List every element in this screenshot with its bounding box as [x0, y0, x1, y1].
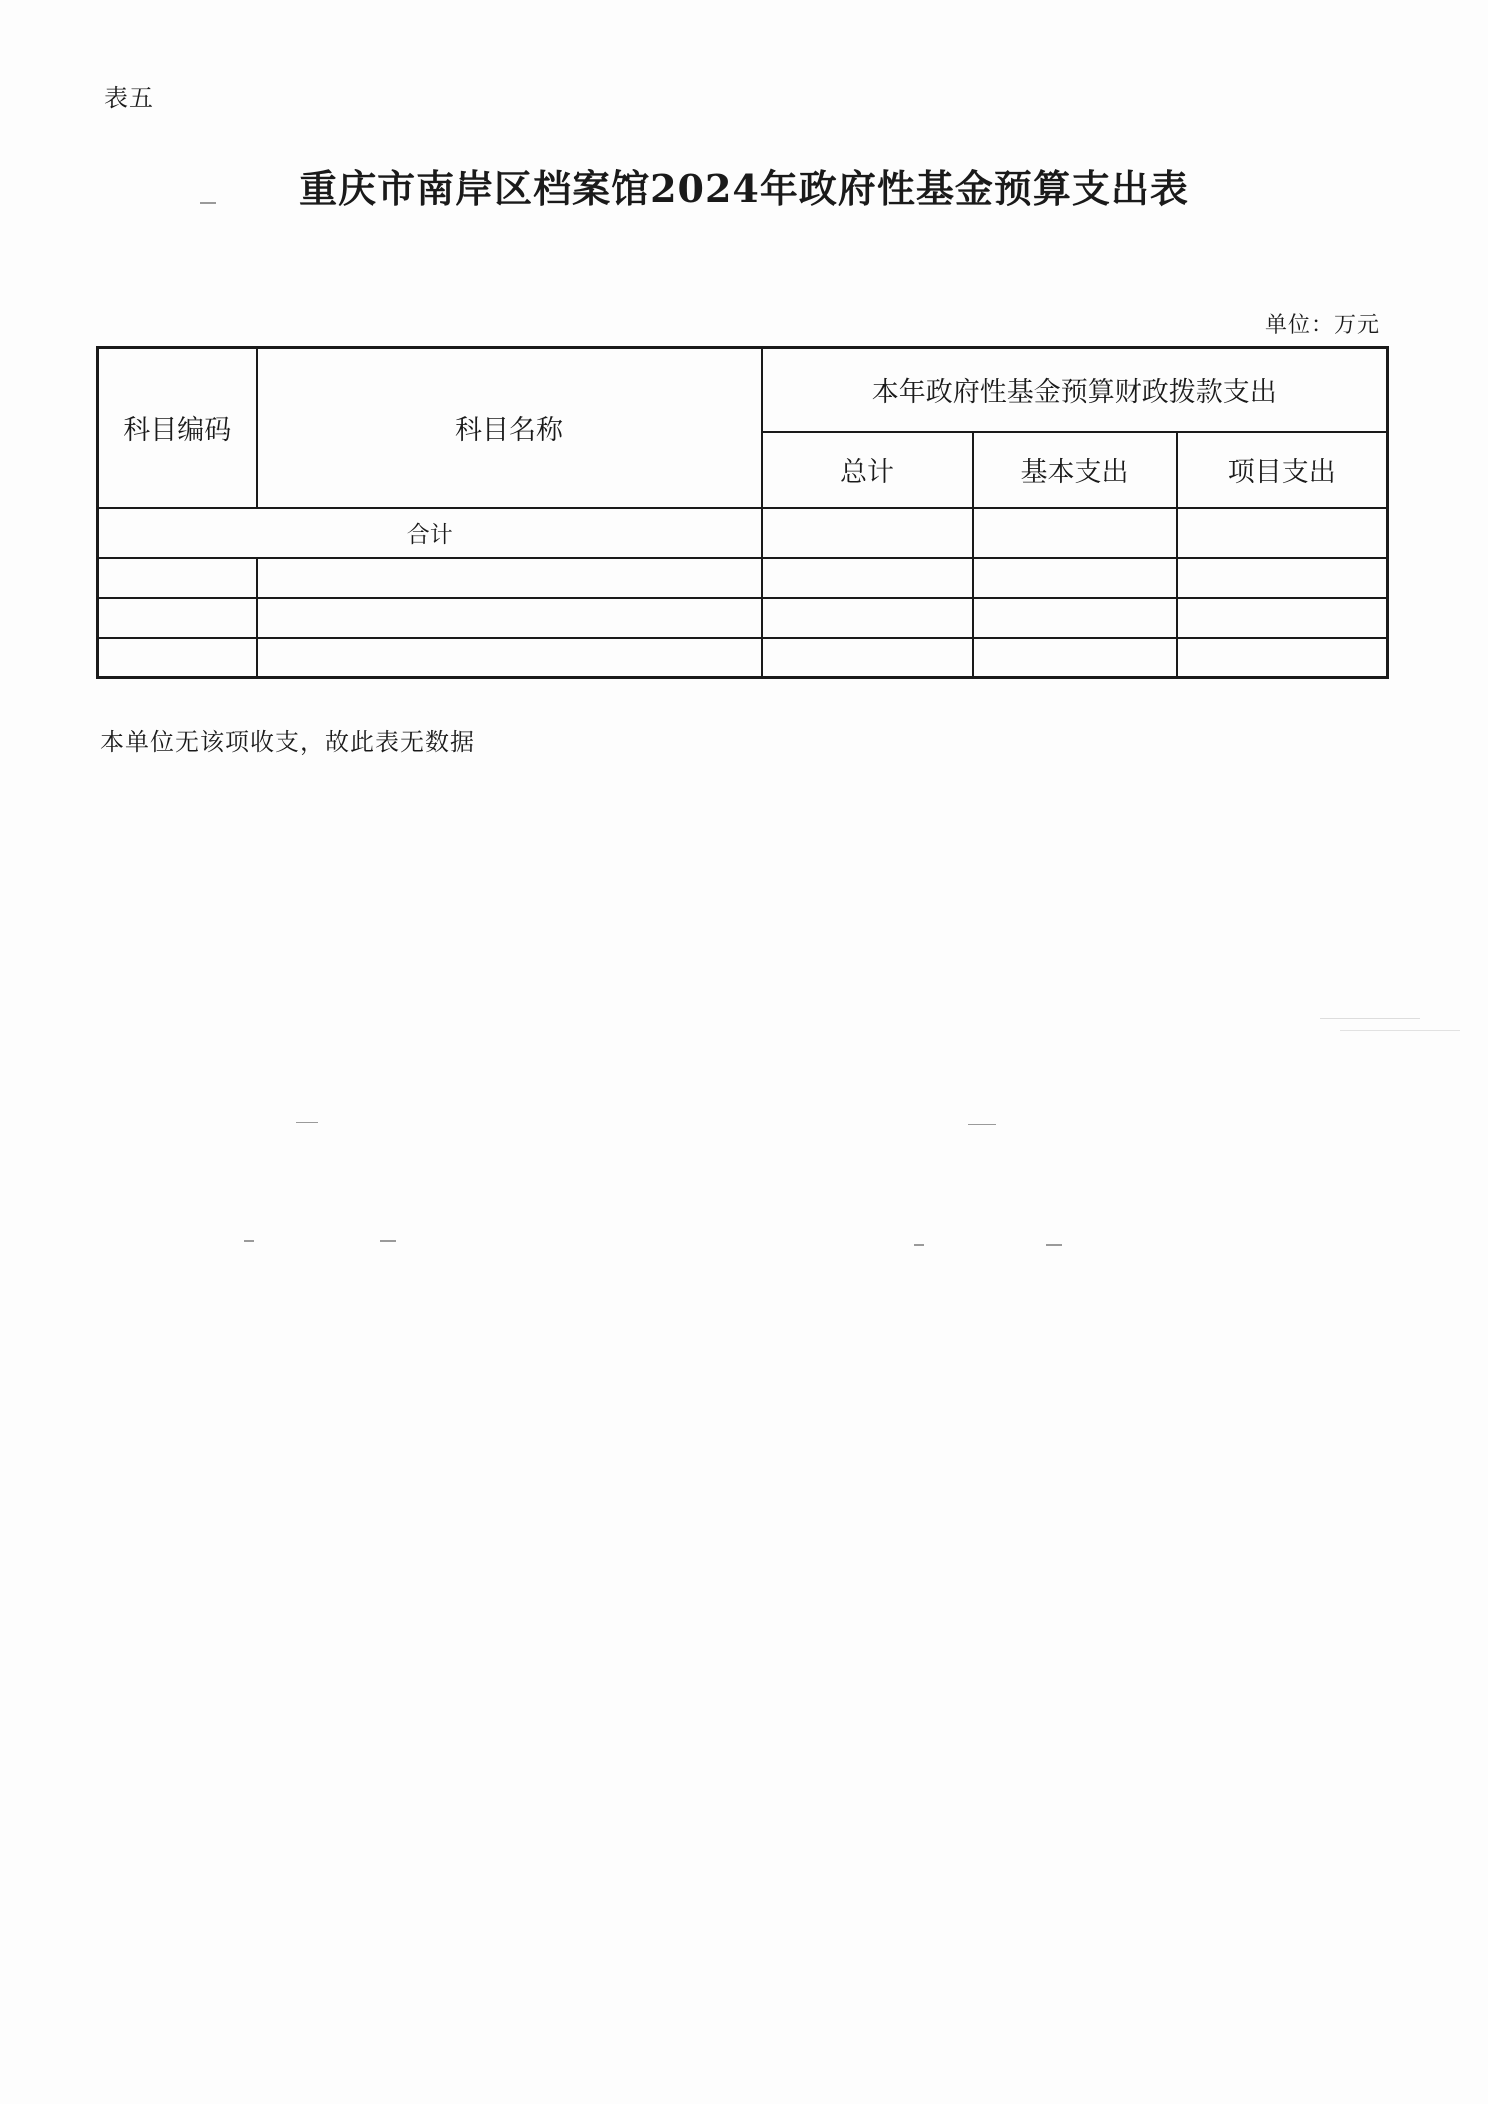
table-row [98, 558, 1388, 598]
header-code: 科目编码 [98, 348, 257, 508]
footnote: 本单位无该项收支，故此表无数据 [100, 728, 475, 756]
table-cell [98, 598, 257, 638]
table-cell [762, 598, 973, 638]
header-basic: 基本支出 [973, 432, 1177, 508]
header-project: 项目支出 [1177, 432, 1388, 508]
table-cell [257, 598, 762, 638]
table-cell [257, 558, 762, 598]
scan-artifact [1340, 1030, 1460, 1031]
header-group: 本年政府性基金预算财政拨款支出 [762, 348, 1388, 432]
table-row [98, 638, 1388, 678]
header-total: 总计 [762, 432, 973, 508]
table-row [98, 598, 1388, 638]
scan-artifact [968, 1124, 996, 1125]
table-cell [1177, 598, 1388, 638]
table-cell [1177, 558, 1388, 598]
project-cell [1177, 508, 1388, 558]
table-cell [98, 558, 257, 598]
scan-artifact [380, 1240, 396, 1242]
table-cell [98, 638, 257, 678]
scan-artifact [244, 1240, 254, 1242]
table-header-row [98, 348, 1388, 432]
basic-cell [973, 508, 1177, 558]
table-cell [257, 638, 762, 678]
table-cell [762, 558, 973, 598]
scan-artifact [1320, 1018, 1420, 1019]
table-cell [973, 558, 1177, 598]
table-cell [1177, 638, 1388, 678]
document-title: 重庆市南岸区档案馆2024年政府性基金预算支出表 [299, 166, 1189, 211]
total-row [98, 508, 1388, 558]
unit-label: 单位：万元 [1264, 313, 1380, 338]
table-cell [762, 638, 973, 678]
scan-artifact [296, 1122, 318, 1123]
budget-table [96, 346, 1389, 679]
scan-artifact [1046, 1244, 1062, 1246]
total-cell [762, 508, 973, 558]
table-cell [973, 598, 1177, 638]
scan-artifact [914, 1244, 924, 1246]
total-row-label: 合计 [98, 508, 762, 558]
header-name: 科目名称 [257, 348, 762, 508]
table-cell [973, 638, 1177, 678]
scan-artifact [200, 202, 216, 204]
table-label: 表五 [104, 84, 154, 112]
